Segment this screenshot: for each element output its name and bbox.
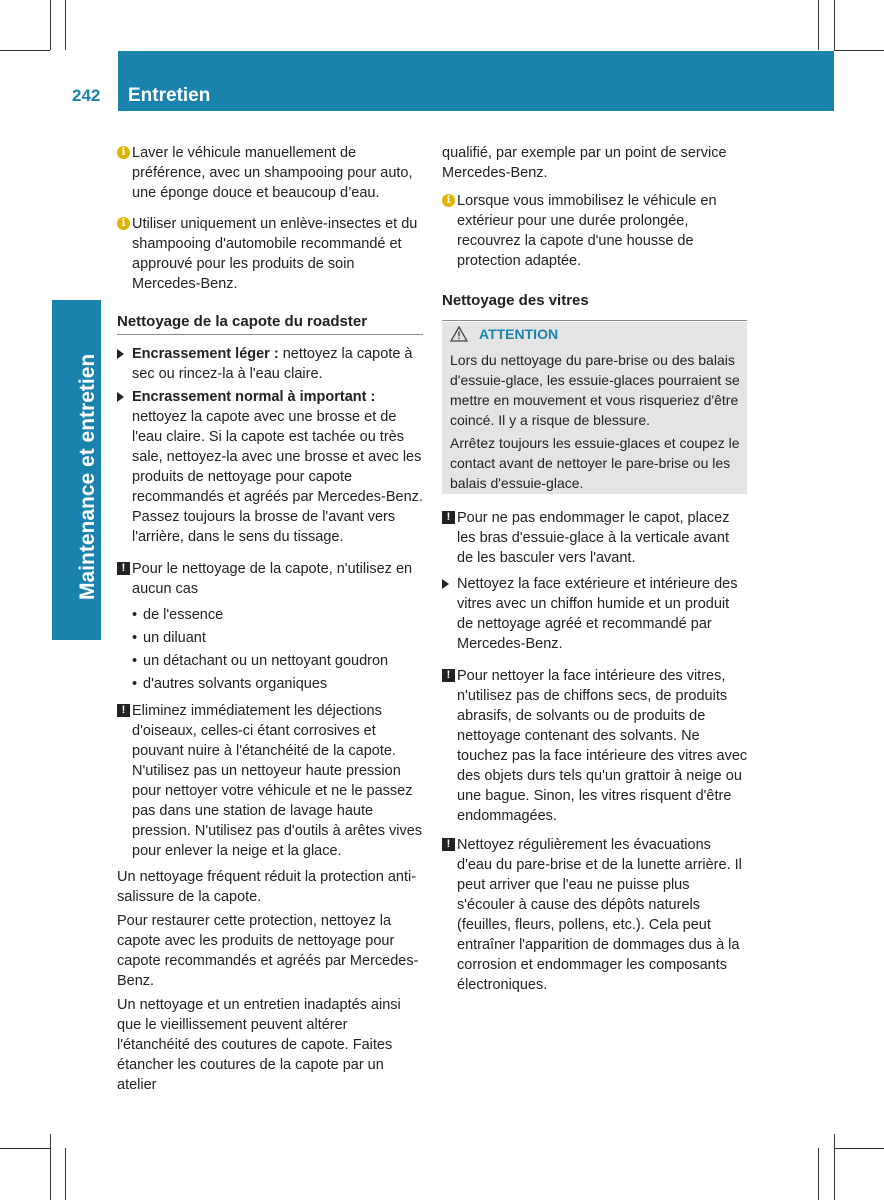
page-title: Entretien (128, 85, 211, 106)
warning-text: Nettoyez régulièrement les évacuations d'eau du pare-brise et de la lunette arrière. Il peut arriver que l'eau ne puisse plus s'écouler à cause des dépôts naturels (feuilles, fleurs, pollens, etc.). Cela peut entraîner l'apparition de dommages dus à la corrosion et endommager les composants électroniques. (457, 837, 742, 993)
page-number: 242 (72, 86, 101, 105)
crop-mark (834, 1134, 835, 1200)
crop-mark (834, 1148, 884, 1149)
divider (442, 320, 747, 321)
info-note (442, 191, 748, 271)
info-text: Utiliser uniquement un enlève-insectes et du shampooing d'automobile recommandé et approuvé pour les produits de soin Mercedes-Benz. (132, 216, 418, 292)
step-text: Nettoyez la face extérieure et intérieure des vitres avec un chiffon humide et un produit de nettoyage agréé et recommandé par Mercedes-Benz. (457, 576, 738, 652)
warning-note (442, 835, 748, 995)
warning-triangle-icon (450, 326, 468, 342)
section-heading: Nettoyage des vitres (442, 292, 589, 309)
attention-text (450, 350, 742, 496)
arrow-icon (117, 349, 124, 359)
warning-note (442, 508, 748, 568)
exclamation-icon: ! (442, 669, 455, 682)
info-icon: i (117, 217, 130, 230)
crop-mark (0, 50, 50, 51)
list-item: • un détachant ou un nettoyant goudron (132, 651, 423, 671)
list-item: • de l'essence (132, 605, 423, 625)
paragraph: Un nettoyage et un entretien inadaptés ainsi que le vieillissement peuvent altérer l'étanchéité des coutures de capote. Faites étancher les coutures de la capote par un atelier (117, 997, 401, 1093)
crop-mark (0, 1148, 50, 1149)
arrow-icon (442, 579, 449, 589)
attention-paragraph: Arrêtez toujours les essuie-glaces et coupez le contact avant de nettoyer le pare-brise ou les balais d'essuie-glace. (450, 435, 740, 491)
step-item (442, 574, 748, 654)
crop-mark (65, 0, 66, 50)
step-label: Encrassement normal à important : (132, 389, 376, 405)
crop-mark (834, 50, 884, 51)
list-item: • d'autres solvants organiques (132, 674, 423, 694)
exclamation-icon: ! (442, 511, 455, 524)
left-column (117, 143, 423, 1095)
warning-note (117, 701, 423, 861)
list-item: • un diluant (132, 628, 423, 648)
warning-note (117, 559, 423, 599)
info-text: Laver le véhicule manuellement de préférence, avec un shampooing pour auto, une éponge douce et beaucoup d’eau. (132, 145, 413, 201)
crop-mark (50, 0, 51, 50)
right-column-bottom (442, 508, 748, 995)
paragraph: qualifié, par exemple par un point de service Mercedes-Benz. (442, 145, 727, 181)
header-divider (116, 51, 118, 111)
info-icon: i (117, 146, 130, 159)
crop-mark (50, 1134, 51, 1200)
side-tab-label: Maintenance et entretien (76, 353, 99, 600)
bullet-list (117, 605, 423, 694)
crop-mark (65, 1148, 66, 1200)
attention-label: ATTENTION (479, 326, 559, 342)
warning-text: Pour nettoyer la face intérieure des vitres, n'utilisez pas de chiffons secs, de produits abrasifs, de solvants ou de produits de nettoyage contenant des solvants. Ne touchez pas la face intérieure des vitres avec des objets durs tels qu'un grattoir à neige ou une bague. Sinon, les vitres risquent d'être endommagées. (457, 668, 748, 824)
step-item (117, 387, 423, 547)
step-text: nettoyez la capote à sec ou rincez-la à l'eau claire. (132, 346, 413, 382)
exclamation-icon: ! (442, 838, 455, 851)
crop-mark (818, 1148, 819, 1200)
info-text: Lorsque vous immobilisez le véhicule en extérieur pour une durée prolongée, recouvrez la capote d'une housse de protection adaptée. (457, 193, 717, 269)
step-text: nettoyez la capote avec une brosse et de l'eau claire. Si la capote est tachée ou très sale, nettoyez-la avec une brosse et avec les produits de nettoyage pour capote recommandés et agréés par Mercedes-Benz. Passez toujours la brosse de l'avant vers l'arrière, dans le sens du tissage. (132, 409, 423, 545)
step-label: Encrassement léger : (132, 346, 279, 362)
warning-text: Eliminez immédiatement les déjections d'oiseaux, celles-ci étant corrosives et pouvant nuire à l'étanchéité de la capote. N'utilisez pas un nettoyeur haute pression pour nettoyer votre véhicule et ne le passez pas dans une station de lavage haute pression. N'utilisez pas d'outils à arêtes vives pour enlever la neige et la glace. (132, 703, 423, 859)
crop-mark (818, 0, 819, 50)
exclamation-icon: ! (117, 704, 130, 717)
header-bar (116, 51, 834, 111)
warning-note (442, 666, 748, 826)
section-heading: Nettoyage de la capote du roadster (117, 312, 423, 335)
crop-mark (834, 0, 835, 50)
info-icon: i (442, 194, 455, 207)
warning-text: Pour le nettoyage de la capote, n'utilisez en aucun cas (132, 561, 413, 597)
arrow-icon (117, 392, 124, 402)
attention-paragraph: Lors du nettoyage du pare-brise ou des balais d'essuie-glace, les essuie-glaces pourraient se mettre en mouvement et vous risqueriez d'être coincé. Il y a risque de blessure. (450, 352, 740, 428)
paragraph: Pour restaurer cette protection, nettoyez la capote avec les produits de nettoyage pour capote recommandés et agréés par Mercedes-Benz. (117, 913, 419, 989)
right-column-top (442, 143, 748, 311)
info-note (117, 214, 423, 294)
paragraph: Un nettoyage fréquent réduit la protection anti-salissure de la capote. (117, 869, 417, 905)
step-item (117, 344, 423, 384)
exclamation-icon: ! (117, 562, 130, 575)
info-note (117, 143, 423, 203)
warning-text: Pour ne pas endommager le capot, placez les bras d'essuie-glace à la verticale avant de les basculer vers l'avant. (457, 510, 730, 566)
